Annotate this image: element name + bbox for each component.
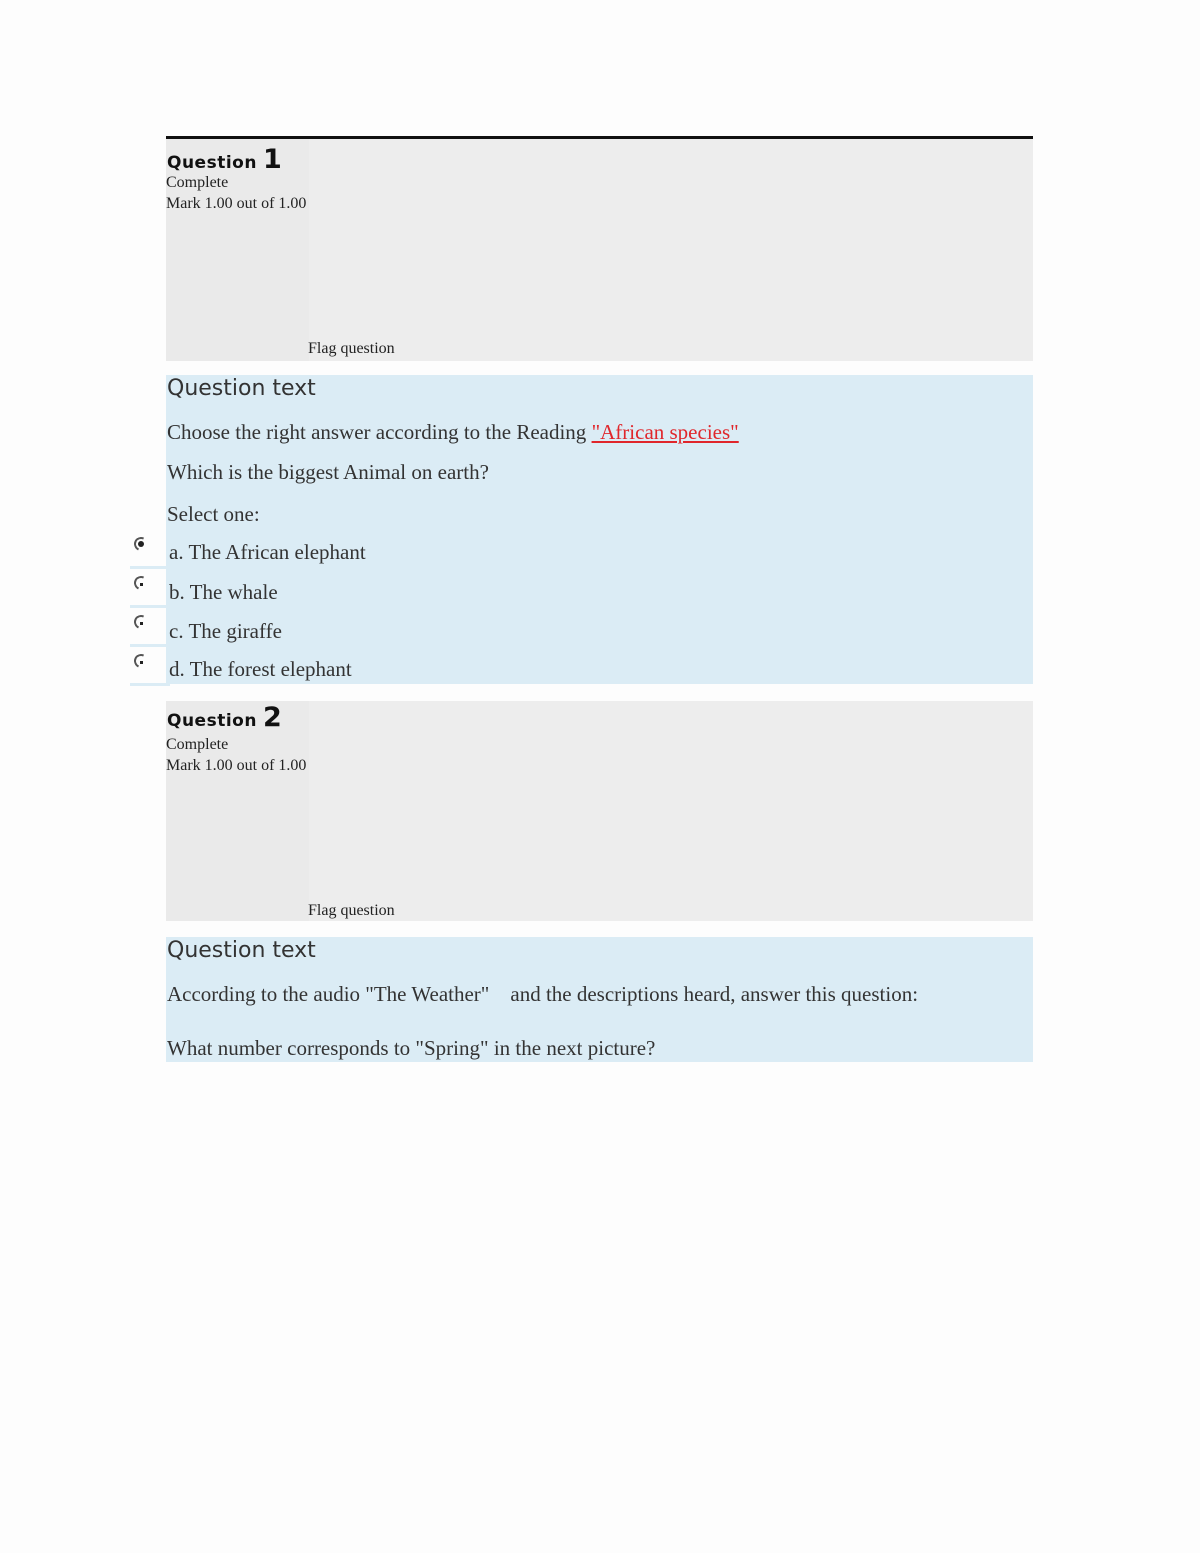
question-label: Question (167, 711, 257, 731)
answer-b-radio[interactable] (130, 572, 170, 608)
answer-d-label[interactable]: d. The forest elephant (169, 657, 352, 681)
radio-underline (130, 644, 170, 647)
info-left-panel (166, 701, 309, 921)
question-1-intro (167, 420, 739, 445)
radio-underline (130, 605, 170, 608)
answer-a-label[interactable]: a. The African elephant (169, 540, 366, 564)
question-1-info (166, 139, 1033, 361)
african-species-link[interactable]: "African species" (591, 420, 739, 444)
flag-question-2-link[interactable]: Flag question (308, 902, 395, 919)
answer-d-radio[interactable] (130, 650, 170, 686)
answer-c-label[interactable]: c. The giraffe (169, 619, 282, 643)
question-2-line-1: According to the audio "The Weather" and the descriptions heard, answer this question: (167, 982, 919, 1006)
question-2-content (166, 937, 1033, 1062)
question-2-state: Complete (166, 736, 229, 753)
radio-underline (130, 566, 170, 569)
answer-b-label[interactable]: b. The whale (169, 580, 278, 604)
question-2-grade: Mark 1.00 out of 1.00 (166, 757, 307, 774)
question-1-number (167, 144, 282, 175)
question-1-state: Complete (166, 174, 229, 191)
question-number: 2 (262, 702, 283, 733)
question-2-info (166, 701, 1033, 921)
flag-question-1-link[interactable]: Flag question (308, 340, 395, 357)
question-1-grade: Mark 1.00 out of 1.00 (166, 195, 307, 212)
question-text-heading: Question text (167, 938, 316, 963)
question-2-line-2: What number corresponds to "Spring" in the next picture? (167, 1036, 656, 1060)
question-1-content (166, 375, 1033, 684)
radio-tick (140, 622, 143, 625)
question-2-number (167, 702, 282, 733)
question-number: 1 (262, 144, 283, 175)
question-1-prompt: Which is the biggest Animal on earth? (167, 460, 489, 484)
radio-dot-icon (138, 541, 144, 547)
answer-c-radio[interactable] (130, 611, 170, 647)
question-label: Question (167, 153, 257, 173)
question-text-heading: Question text (167, 376, 316, 401)
select-one-label: Select one: (167, 502, 260, 526)
radio-tick (140, 583, 143, 586)
answer-a-radio[interactable] (130, 533, 170, 569)
radio-tick (140, 661, 143, 664)
radio-underline (130, 683, 170, 686)
intro-text: Choose the right answer according to the Reading (167, 420, 592, 444)
